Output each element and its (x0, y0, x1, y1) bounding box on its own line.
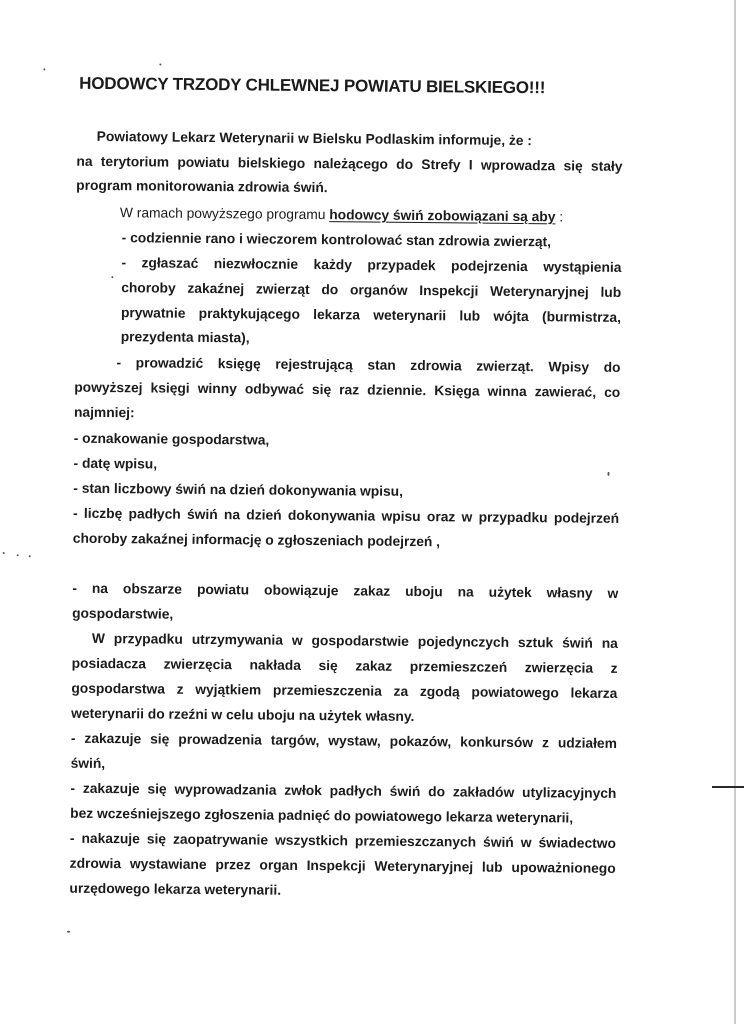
book-entry-item: - oznakowanie gospodarstwa, (73, 430, 270, 448)
scan-speck (159, 64, 161, 66)
book-entry-item: - liczbę padłych świń na dzień dokonywania wpisu oraz w przypadku podejrzeń (73, 505, 620, 526)
scan-speck (43, 68, 45, 70)
duty-item: prezydenta miasta), (120, 329, 250, 346)
order-item: urzędowego lekarza weterynarii. (69, 880, 282, 898)
scan-speck (111, 276, 113, 278)
single-pig-paragraph: weterynarii do rzeźni w celu uboju na użytek własny. (71, 705, 415, 725)
scan-speck (17, 554, 19, 556)
intro-line: Powiatowy Lekarz Weterynarii w Bielsku Podlaskim informuje, że : (96, 128, 532, 149)
scan-speck (67, 931, 70, 933)
program-prefix: W ramach powyższego programu (119, 205, 330, 223)
intro-line: program monitorowania zdrowia świń. (76, 177, 328, 196)
ban-item: - zakazuje się prowadzenia targów, wystaw, pokazów, konkursów z udziałem (70, 730, 617, 751)
single-pig-paragraph: gospodarstwa z wyjątkiem przemieszczenia za zgodą powiatowego lekarza (71, 680, 618, 701)
order-item: - nakazuje się zaopatrywanie wszystkich przemieszczanych świń w świadectwo (69, 830, 617, 851)
duty-item: powyższej księgi winny odbywać się raz dziennie. Księga winna zawierać, co (74, 379, 621, 400)
duty-item: - codziennie rano i wieczorem kontrolować stan zdrowia zwierząt, (121, 230, 552, 250)
intro-line: na terytorium powiatu bielskiego należącego do Strefy I wprowadza się stały (76, 153, 623, 174)
order-item: zdrowia wystawiane przez organ Inspekcji Weterynaryjnej lub upoważnionego (69, 855, 616, 876)
scan-edge (734, 0, 736, 1024)
program-line (120, 205, 563, 225)
scan-speck (607, 472, 609, 476)
ban-item: - zakazuje się wyprowadzania zwłok padłych świń do zakładów utylizacyjnych (70, 780, 617, 801)
document-title: HODOWCY TRZODY CHLEWNEJ POWIATU BIELSKIEGO!!! (79, 73, 546, 98)
duty-item: - prowadzić księgę rejestrującą stan zdrowia zwierząt. Wpisy do (116, 355, 621, 375)
scan-speck (3, 552, 5, 554)
book-entry-item: - datę wpisu, (73, 455, 158, 472)
single-pig-paragraph: W przypadku utrzymywania w gospodarstwie pojedynczych sztuk świń na (91, 630, 618, 651)
program-suffix: : (555, 209, 564, 225)
duty-item: - zgłaszać niezwłocznie każdy przypadek podejrzenia wystąpienia (121, 255, 622, 275)
program-underlined: hodowcy świń zobowiązani są aby (329, 207, 556, 225)
duty-item: prywatnie praktykującego lekarza weterynarii lub wójta (burmistrza, (120, 305, 622, 325)
scan-edge-mark (712, 786, 744, 788)
ban-item: - na obszarze powiatu obowiązuje zakaz uboju na użytek własny w (72, 580, 619, 601)
ban-item: świń, (70, 755, 106, 772)
duty-item: najmniej: (73, 404, 135, 421)
ban-item: gospodarstwie, (72, 605, 174, 622)
scan-speck (29, 555, 31, 557)
duty-item: choroby zakaźnej zwierząt do organów Inspekcji Weterynaryjnej lub (121, 280, 622, 300)
ban-item: bez wcześniejszego zgłoszenia padnięć do powiatowego lekarza weterynarii, (70, 805, 574, 826)
single-pig-paragraph: posiadacza zwierzęcia nakłada się zakaz przemieszczeń zwierzęcia z (71, 655, 618, 676)
book-entry-item: choroby zakaźnej informację o zgłoszeniach podejrzeń , (72, 530, 441, 550)
book-entry-item: - stan liczbowy świń na dzień dokonywania wpisu, (73, 480, 404, 499)
